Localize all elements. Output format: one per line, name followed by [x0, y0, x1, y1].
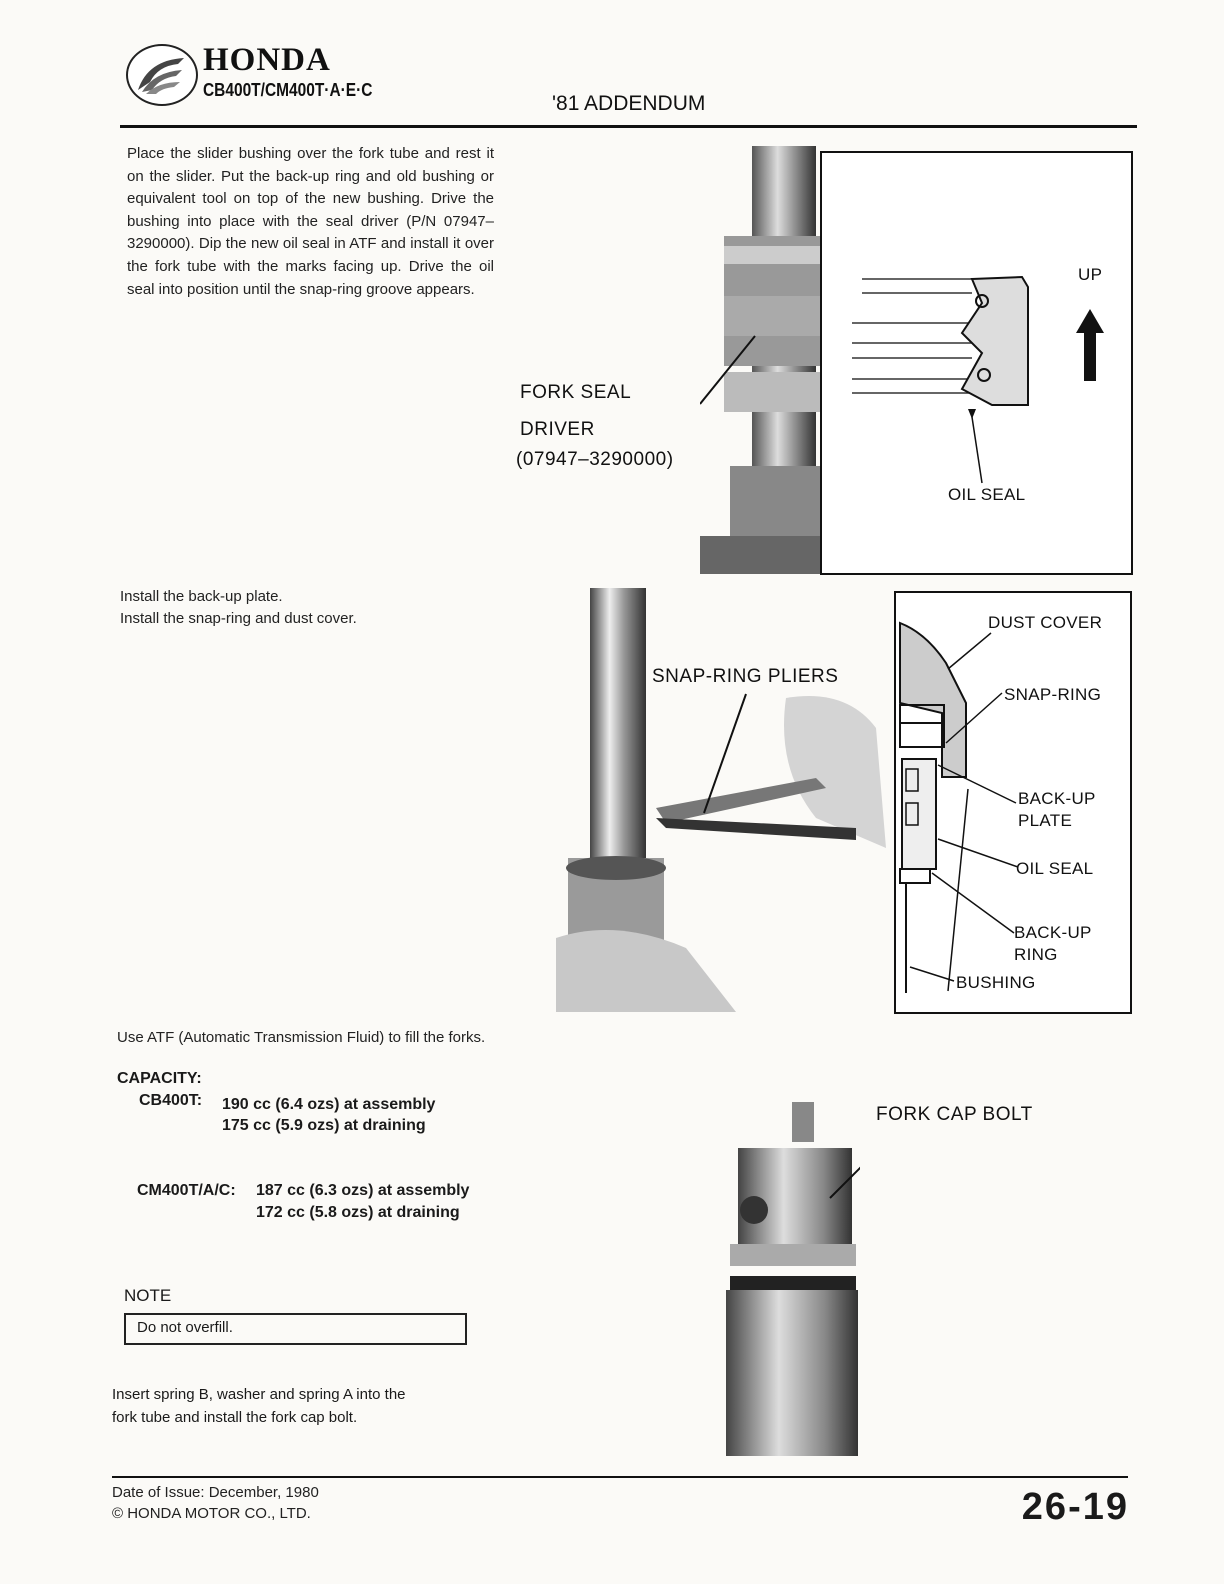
note-box [124, 1313, 467, 1345]
cb400t-label: CB400T: [139, 1092, 203, 1109]
snap-ring-pliers-photo [556, 588, 896, 1012]
snap-ring-step: Install the snap-ring and dust cover. [120, 610, 357, 627]
backup-plate-label-2: PLATE [1018, 811, 1073, 830]
fork-cap-bolt-photo [720, 1098, 860, 1456]
up-label: UP [1078, 265, 1103, 284]
cb400t-assembly-capacity: 190 cc (6.4 ozs) at assembly [222, 1096, 436, 1113]
capacity-label: CAPACITY: [117, 1070, 202, 1087]
page-number: 26-19 [1021, 1486, 1129, 1528]
spring-step-line-1: Insert spring B, washer and spring A into the [112, 1386, 406, 1403]
fork-cap-bolt-label: FORK CAP BOLT [876, 1104, 1033, 1125]
backup-plate-step: Install the back-up plate. [120, 588, 283, 605]
spring-step-line-2: fork tube and install the fork cap bolt. [112, 1409, 358, 1426]
wing-icon [128, 46, 196, 104]
cb400t-draining-capacity: 175 cc (5.9 ozs) at draining [222, 1117, 426, 1134]
fork-seal-driver-photo [700, 146, 830, 574]
note-label: NOTE [124, 1286, 172, 1305]
bushing-seal-instructions: Place the slider bushing over the fork tube and rest it on the slider. Put the back-up ring and old bushing or equivalent tool on top of the new bushing. Drive the bushing into place with the seal driver (P/N 07947–3290000). Dip the new oil seal in ATF and install it over the fork tube with the marks facing up. Drive the oil seal into position until the snap-ring groove appears. [127, 145, 494, 298]
date-of-issue: Date of Issue: December, 1980 [112, 1484, 319, 1501]
fork-seal-driver-label-1: FORK SEAL [520, 382, 632, 403]
footer-rule [112, 1476, 1128, 1478]
oil-seal-label: OIL SEAL [1016, 859, 1094, 878]
dust-cover-label: DUST COVER [988, 613, 1103, 632]
honda-wing-logo [126, 44, 198, 106]
backup-ring-label-2: RING [1014, 945, 1058, 964]
note-text: Do not overfill. [137, 1319, 233, 1336]
fork-seal-driver-label-2: DRIVER [520, 419, 595, 440]
model-designation: CB400T/CM400T·A·E·C [203, 80, 373, 100]
section-title: '81 ADDENDUM [552, 92, 706, 115]
cm400t-assembly-capacity: 187 cc (6.3 ozs) at assembly [256, 1182, 470, 1199]
fork-seal-assembly-diagram [894, 591, 1132, 1014]
snap-ring-label: SNAP-RING [1004, 685, 1102, 704]
oil-seal-diagram [820, 151, 1133, 575]
cm400t-draining-capacity: 172 cc (5.8 ozs) at draining [256, 1204, 460, 1221]
fork-seal-driver-part-number: (07947–3290000) [516, 449, 674, 470]
backup-plate-label-1: BACK-UP [1018, 789, 1096, 808]
atf-instruction: Use ATF (Automatic Transmission Fluid) to fill the forks. [117, 1029, 486, 1046]
header-rule [120, 125, 1137, 128]
bushing-label: BUSHING [956, 973, 1036, 992]
copyright: © HONDA MOTOR CO., LTD. [112, 1505, 311, 1522]
oil-seal-cross-section [822, 153, 1135, 577]
brand-name: HONDA [203, 42, 331, 78]
snap-ring-pliers-label: SNAP-RING PLIERS [652, 666, 839, 687]
cm400t-label: CM400T/A/C: [137, 1182, 236, 1199]
backup-ring-label-1: BACK-UP [1014, 923, 1092, 942]
oil-seal-label: OIL SEAL [948, 485, 1026, 504]
